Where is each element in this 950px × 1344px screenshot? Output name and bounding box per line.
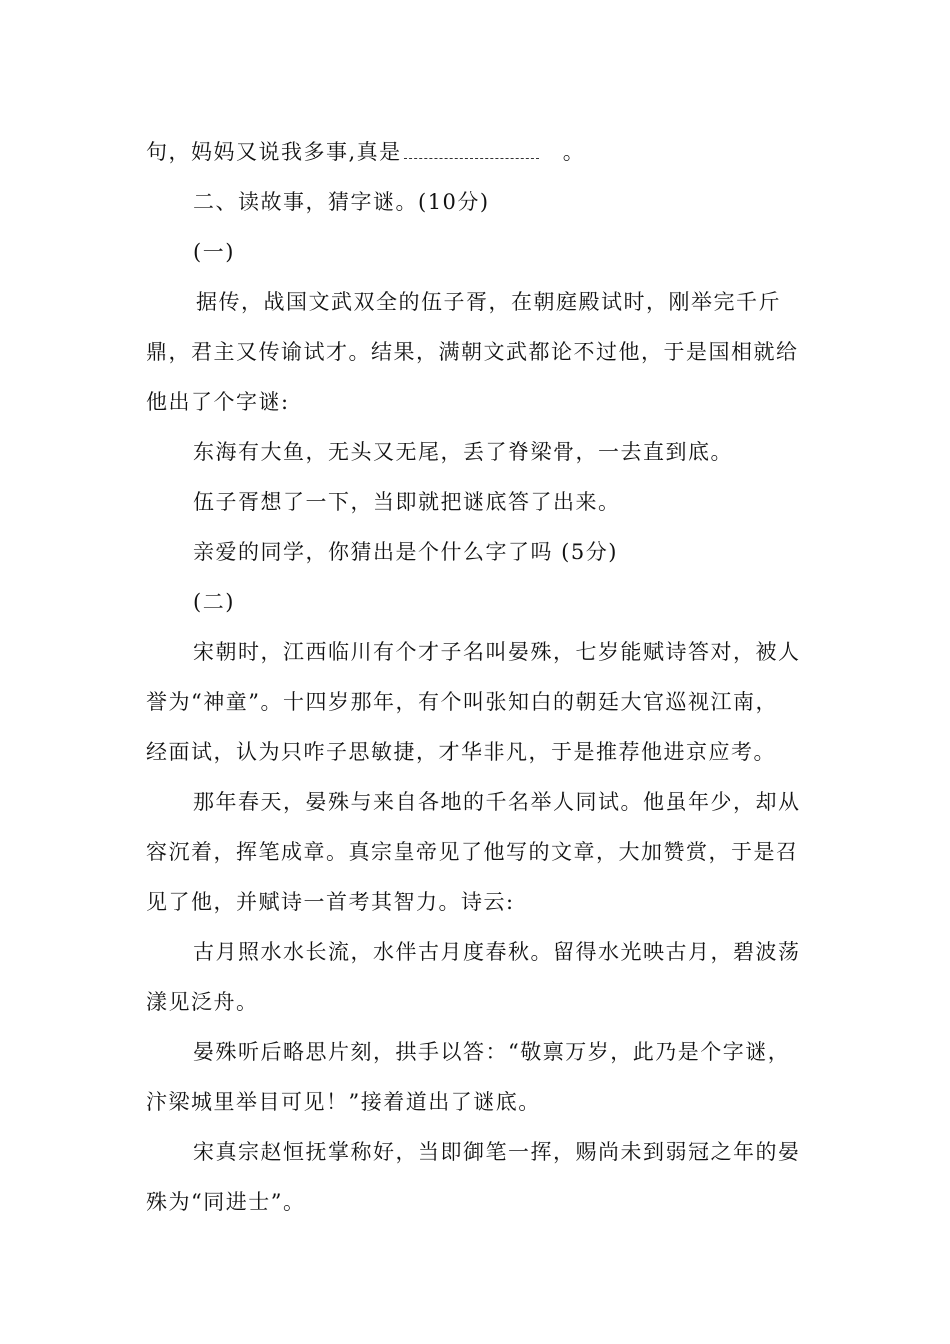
story-line: 据传，战国文武双全的伍子胥，在朝庭殿试时，刚举完千斤 [196,290,781,314]
story-line: 晏殊听后略思片刻，拱手以答：“敬禀万岁，此乃是个字谜， [193,1040,791,1064]
story-line: 见了他，并赋诗一首考其智力。诗云: [146,890,515,914]
poem-line: 古月照水水长流，水伴古月度春秋。留得水光映古月，碧波荡 [193,940,801,964]
story-line: 伍子胥想了一下，当即就把谜底答了出来。 [193,490,621,514]
riddle-text: 东海有大鱼，无头又无尾，丢了脊梁骨，一去直到底。 [193,440,733,464]
story-line: 经面试，认为只咋子思敏捷，才华非凡，于是推荐他进京应考。 [146,740,776,764]
story-line: 容沉着，挥笔成章。真宗皇帝见了他写的文章，大加赞赏，于是召 [146,840,799,864]
story-line: 鼎，君主又传谕试才。结果，满朝文武都论不过他，于是国相就给 [146,340,799,364]
story-line: 殊为“同进士”。 [146,1190,306,1214]
answer-blank[interactable] [404,144,539,159]
section-heading: 二、读故事，猜字谜。(10分) [193,190,490,214]
story-line: 他出了个字谜: [146,390,290,414]
question-text: 亲爱的同学，你猜出是个什么字了吗 (5分) [193,540,618,564]
sentence-end: 。 [562,140,586,164]
part-label: (二) [193,590,235,614]
poem-line: 漾见泛舟。 [146,990,259,1014]
text-line [146,137,585,167]
story-line: 誉为“神童”。十四岁那年，有个叫张知白的朝廷大官巡视江南， [146,690,778,714]
sentence-fragment: 句，妈妈又说我多事,真是 [146,140,402,164]
part-label: (一) [193,240,235,264]
story-line: 宋真宗赵恒抚掌称好，当即御笔一挥，赐尚未到弱冠之年的晏 [193,1140,801,1164]
story-line: 那年春天，晏殊与来自各地的千名举人同试。他虽年少，却从 [193,790,801,814]
story-line: 汴梁城里举目可见！”接着道出了谜底。 [146,1090,541,1114]
story-line: 宋朝时，江西临川有个才子名叫晏殊，七岁能赋诗答对，被人 [193,640,801,664]
